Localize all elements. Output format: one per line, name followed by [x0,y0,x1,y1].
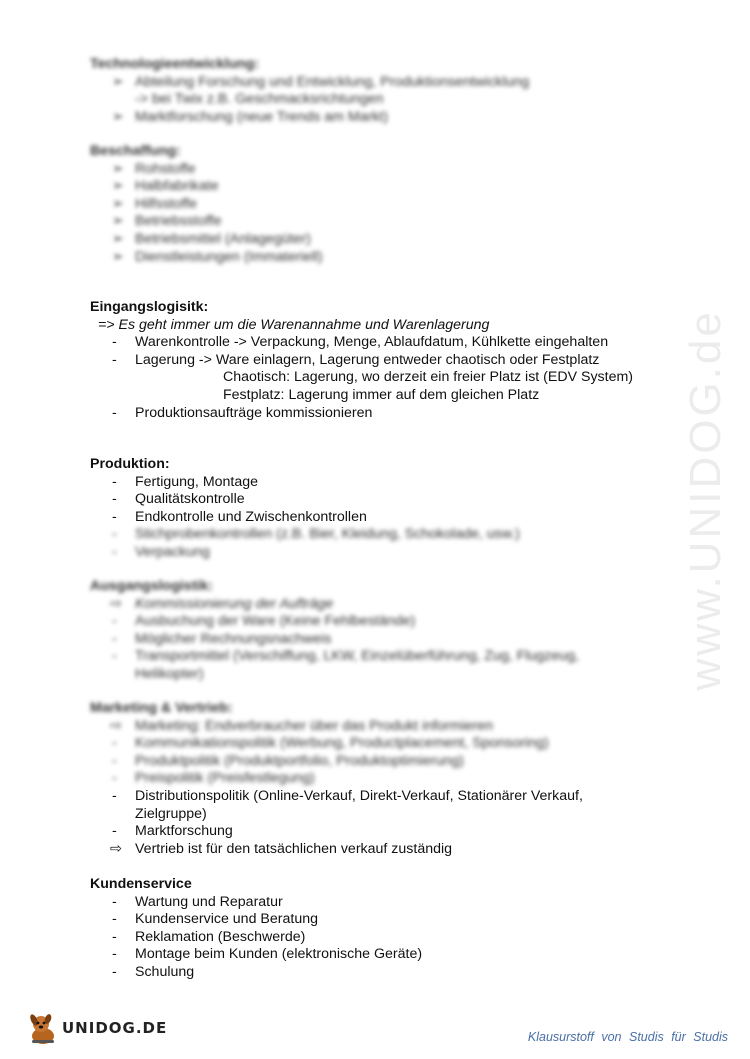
bullet-marker: - [112,473,117,490]
section-heading: Beschaffung: [90,143,181,159]
list-item-text: Kommissionierung der Aufträge [135,595,334,612]
blurred-item-list [90,526,670,561]
list-item-text: Produktionsaufträge kommissionieren [135,404,373,421]
list-item-text: Ausbuchung der Ware (Keine Fehlbestände) [135,613,416,630]
bullet-marker: - [112,334,117,351]
bullet-marker: - [112,508,117,525]
bullet-marker: - [112,963,117,980]
list-item [90,91,670,109]
list-item-text: Warenkontrolle -> Verpackung, Menge, Ablaufdatum, Kühlkette eingehalten [135,334,609,351]
list-item-text: Wartung und Reparatur [135,893,283,910]
list-item-text: Halbfabrikate [135,178,219,195]
list-item-text: Möglicher Rechnungsnachweis [135,630,332,647]
list-item-text: Endkontrolle und Zwischenkontrollen [135,508,367,525]
bullet-marker: ➢ [112,73,124,90]
list-item-text: Preispolitik (Preisfestlegung) [135,770,315,787]
list-item [90,213,670,231]
bullet-marker: - [112,823,117,840]
sub-line: Chaotisch: Lagerung, wo derzeit ein freier Platz ist (EDV System) [223,369,634,386]
bullet-marker: ➢ [112,160,124,177]
section-heading: Marketing & Vertrieb: [90,700,233,716]
list-item [90,613,670,631]
list-item-text: Rohstoffe [135,160,196,177]
bullet-marker: - [112,911,117,928]
section-heading: Ausgangslogistik: [90,578,213,594]
bullet-marker: - [112,787,117,804]
list-item-text: Vertrieb ist für den tatsächlichen verkauf zuständig [135,840,453,857]
list-item [90,544,670,562]
section-produktion [90,456,670,562]
list-item-text: Dienstleistungen (Immateriell) [135,248,323,265]
section-beschaffung [90,143,670,266]
list-item [90,334,670,352]
bullet-marker: - [112,648,117,665]
list-item-text: Verpackung [135,543,210,560]
watermark-text: www.UNIDOG.de [681,309,731,691]
list-item [90,788,670,806]
unidog-logo [26,1012,167,1046]
list-item-text: Schulung [135,963,195,980]
arrow-icon: ⇨ [110,717,122,734]
section-kundenservice [90,876,670,982]
section-heading: Produktion: [90,456,170,472]
item-list [90,596,670,666]
list-item [90,352,670,370]
list-item [90,509,670,527]
section-ausgangslogistik [90,578,670,684]
bullet-marker: - [112,630,117,647]
dog-mascot-icon [26,1012,60,1046]
list-item [90,894,670,912]
section-heading: Technologieentwicklung: [90,56,260,72]
list-item [90,474,670,492]
bullet-marker: - [112,893,117,910]
list-item [90,491,670,509]
item-list [90,788,670,806]
bullet-marker: ➢ [112,248,124,265]
continuation-line: Zielgruppe) [135,805,207,822]
list-item [90,109,670,127]
item-list [90,74,670,127]
section-intro: => Es geht immer um die Warenannahme und Warenlagerung [98,316,490,333]
logo-text: UNIDOG.DE [62,1019,168,1038]
item-list [90,334,670,369]
bullet-marker: - [112,946,117,963]
list-item-text: Kommunikationspolitik (Werbung, Productplacement, Sponsoring) [135,735,549,752]
list-item-text: -> bei Twix z.B. Geschmacksrichtungen [135,91,384,108]
list-item [90,596,670,614]
list-item-text: Hilfsstoffe [135,195,198,212]
item-list [90,474,670,527]
list-item-text: Fertigung, Montage [135,473,259,490]
list-item [90,841,670,859]
arrow-icon: ⇨ [110,840,122,857]
continuation-line: Helikopter) [135,665,204,682]
list-item [90,178,670,196]
list-item [90,231,670,249]
section-heading: Kundenservice [90,876,192,892]
bullet-marker: - [112,404,117,421]
list-item [90,946,670,964]
bullet-marker: - [112,351,117,368]
list-item [90,161,670,179]
bullet-marker: ➢ [112,230,124,247]
bullet-marker: - [112,752,117,769]
item-list [90,894,670,982]
list-item [90,648,670,666]
list-item-text: Marketing: Endverbraucher über das Produkt informieren [135,717,494,734]
list-item [90,718,670,736]
list-item-text: Stichprobenkontrollen (z.B. Bier, Kleidung, Schokolade, usw.) [135,526,520,543]
item-list [90,405,670,423]
footer-tagline: Klausurstoff von Studis für Studis [527,1030,728,1044]
list-item-text: Reklamation (Beschwerde) [135,928,306,945]
bullet-marker: - [112,735,117,752]
list-item [90,911,670,929]
bullet-marker: ➢ [112,213,124,230]
sub-line: Festplatz: Lagerung immer auf dem gleichen Platz [223,386,540,403]
list-item-text: Montage beim Kunden (elektronische Geräte) [135,946,423,963]
item-list [90,823,670,858]
list-item-text: Abteilung Forschung und Entwicklung, Produktionsentwicklung [135,73,530,90]
section-technologie [90,56,670,126]
list-item-text: Kundenservice und Beratung [135,911,318,928]
watermark [676,270,736,730]
list-item [90,929,670,947]
arrow-icon: ⇨ [110,595,122,612]
bullet-marker: ➢ [112,108,124,125]
section-marketing [90,700,670,858]
list-item-text: Betriebsmittel (Anlagegüter) [135,230,311,247]
bullet-marker: - [112,526,117,543]
list-item [90,964,670,982]
bullet-marker: - [112,543,117,560]
list-item-text: Distributionspolitik (Online-Verkauf, Direkt-Verkauf, Stationärer Verkauf, [135,787,583,804]
list-item [90,823,670,841]
list-item [90,526,670,544]
bullet-marker: ➢ [112,178,124,195]
bullet-marker: - [112,613,117,630]
list-item [90,770,670,788]
section-eingangslogistik [90,299,670,422]
list-item [90,405,670,423]
list-item [90,753,670,771]
bullet-marker: ➢ [112,195,124,212]
list-item [90,631,670,649]
bullet-marker: - [112,928,117,945]
blurred-item-list [90,718,670,788]
list-item-text: Qualitätskontrolle [135,491,245,508]
list-item-text: Marktforschung [135,823,233,840]
list-item [90,735,670,753]
item-list [90,161,670,267]
list-item-text: Betriebsstoffe [135,213,222,230]
list-item-text: Transportmittel (Verschiffung, LKW, Einzelüberführung, Zug, Flugzeug, [135,648,579,665]
list-item-text: Lagerung -> Ware einlagern, Lagerung entweder chaotisch oder Festplatz [135,351,600,368]
bullet-marker: - [112,491,117,508]
list-item-text: Marktforschung (neue Trends am Markt) [135,108,389,125]
bullet-marker: - [112,770,117,787]
list-item-text: Produktpolitik (Produktportfolio, Produktoptimierung) [135,752,464,769]
list-item [90,74,670,92]
list-item [90,196,670,214]
section-heading: Eingangslogisitk: [90,299,209,315]
list-item [90,249,670,267]
